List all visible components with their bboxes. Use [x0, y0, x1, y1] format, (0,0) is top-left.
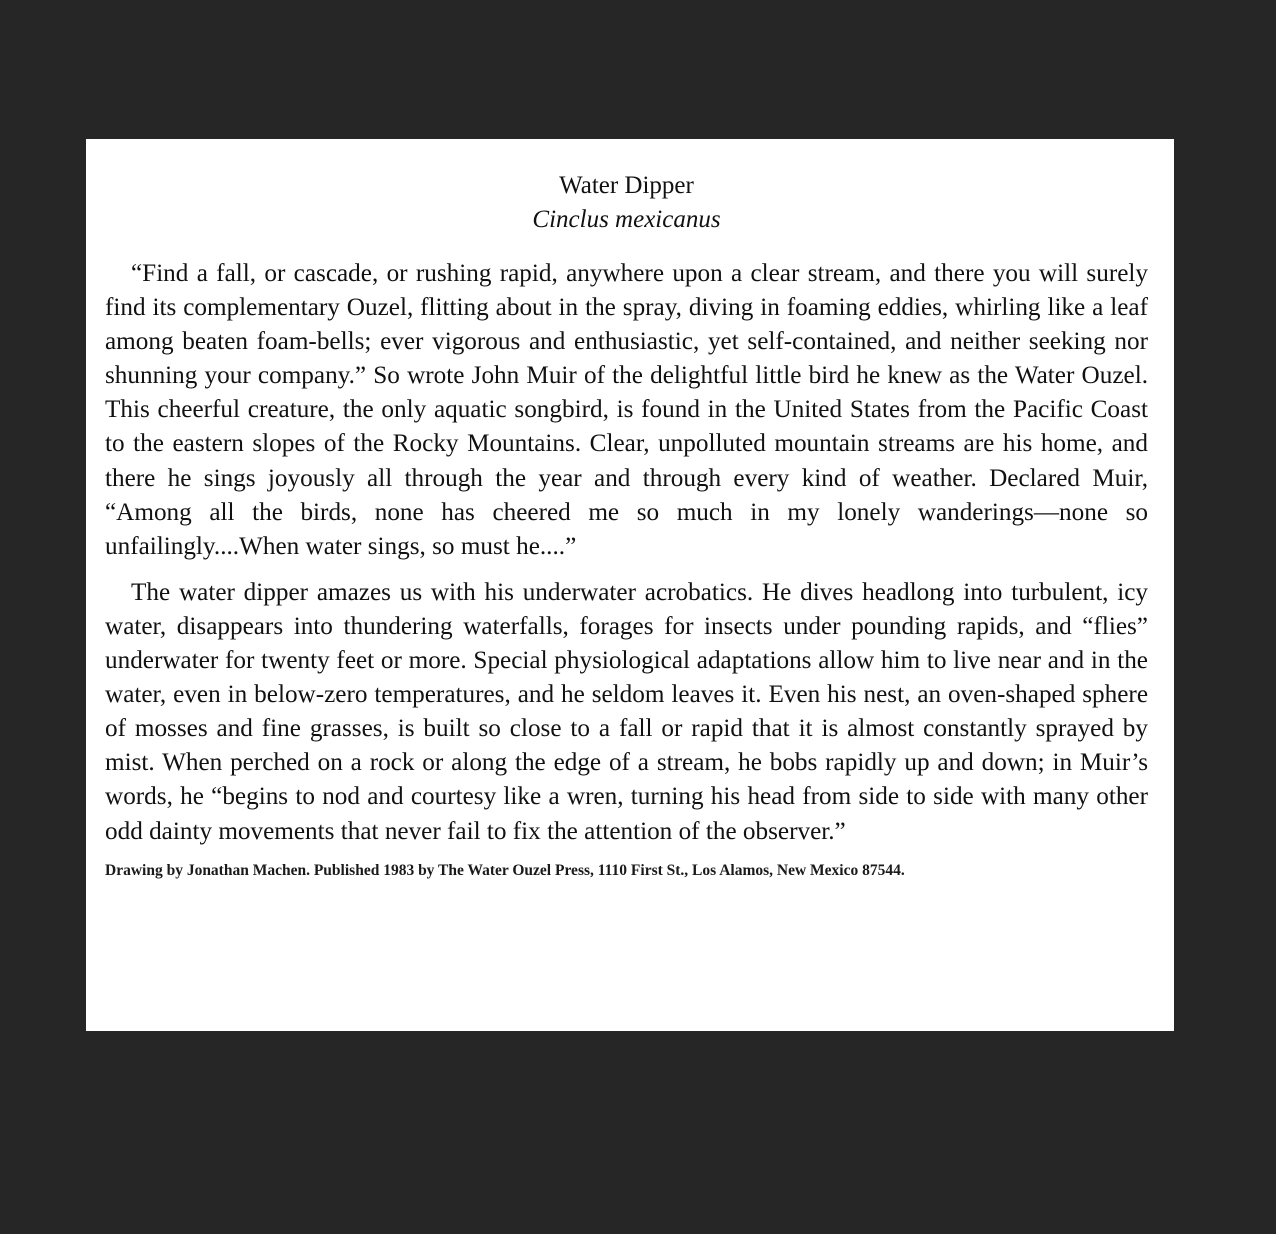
publication-credit: Drawing by Jonathan Machen. Published 1983 by The Water Ouzel Press, 1110 First St., Los Alamos, New Mexico 87544.: [105, 861, 905, 879]
scientific-name: Cinclus mexicanus: [532, 206, 721, 233]
document-title: Water Dipper: [559, 172, 694, 199]
body-paragraph-1: “Find a fall, or cascade, or rushing rapid, anywhere upon a clear stream, and there you will surely find its complementary Ouzel, flitting about in the spray, diving in foaming eddies, whirling like a leaf among beaten foam-bells; ever vigorous and enthusiastic, yet self-contained, and neither seeking nor shunning your company.” So wrote John Muir of the delightful little bird he knew as the Water Ouzel. This cheerful creature, the only aquatic songbird, is found in the United States from the Pacific Coast to the eastern slopes of the Rocky Mountains. Clear, unpolluted mountain streams are his home, and there he sings joyously all through the year and through every kind of weather. Declared Muir, “Among all the birds, none has cheered me so much in my lonely wanderings—none so unfailingly....When water sings, so must he....”: [105, 260, 1148, 560]
body-paragraph-2: The water dipper amazes us with his underwater acrobatics. He dives headlong into turbulent, icy water, disappears into thundering waterfalls, forages for insects under pounding rapids, and “flies” underwater for twenty feet or more. Special physiological adaptations allow him to live near and in the water, even in below-zero temperatures, and he seldom leaves it. Even his nest, an oven-shaped sphere of mosses and fine grasses, is built so close to a fall or rapid that it is almost constantly sprayed by mist. When perched on a rock or along the edge of a stream, he bobs rapidly up and down; in Muir’s words, he “begins to nod and courtesy like a wren, turning his head from side to side with many other odd dainty movements that never fail to fix the attention of the observer.”: [105, 578, 1148, 845]
document-card: [86, 139, 1174, 1031]
